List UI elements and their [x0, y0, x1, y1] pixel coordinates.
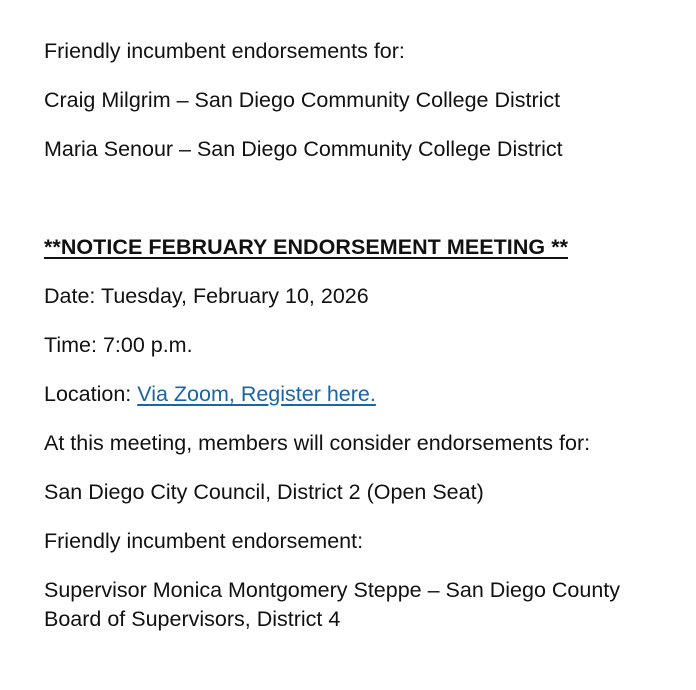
meeting-time [44, 331, 652, 360]
notice-heading: **NOTICE FEBRUARY ENDORSEMENT MEETING ** [44, 235, 569, 259]
meeting-location [44, 380, 652, 409]
friendly-item-monica-montgomery-steppe: Supervisor Monica Montgomery Steppe – San Diego County Board of Supervisors, District 4 [44, 578, 621, 631]
endorsement-item-maria-senour: Maria Senour – San Diego Community College District [44, 137, 563, 161]
meeting-date [44, 282, 652, 311]
endorsement-item-craig-milgrim: Craig Milgrim – San Diego Community College District [44, 88, 561, 112]
friendly-incumbent-intro: Friendly incumbent endorsement: [44, 529, 364, 553]
consider-item-city-council: San Diego City Council, District 2 (Open Seat) [44, 480, 484, 504]
friendly-incumbents-intro: Friendly incumbent endorsements for: [44, 39, 405, 63]
meeting-time-label: Time: [44, 333, 97, 357]
meeting-location-label: Location: [44, 382, 132, 406]
meeting-date-label: Date: [44, 284, 96, 308]
meeting-date-value: Tuesday, February 10, 2026 [100, 284, 369, 308]
meeting-time-value: 7:00 p.m. [102, 333, 193, 357]
consider-endorsements-text: At this meeting, members will consider endorsements for: [44, 431, 591, 455]
zoom-register-link[interactable]: Via Zoom, Register here. [137, 382, 376, 406]
